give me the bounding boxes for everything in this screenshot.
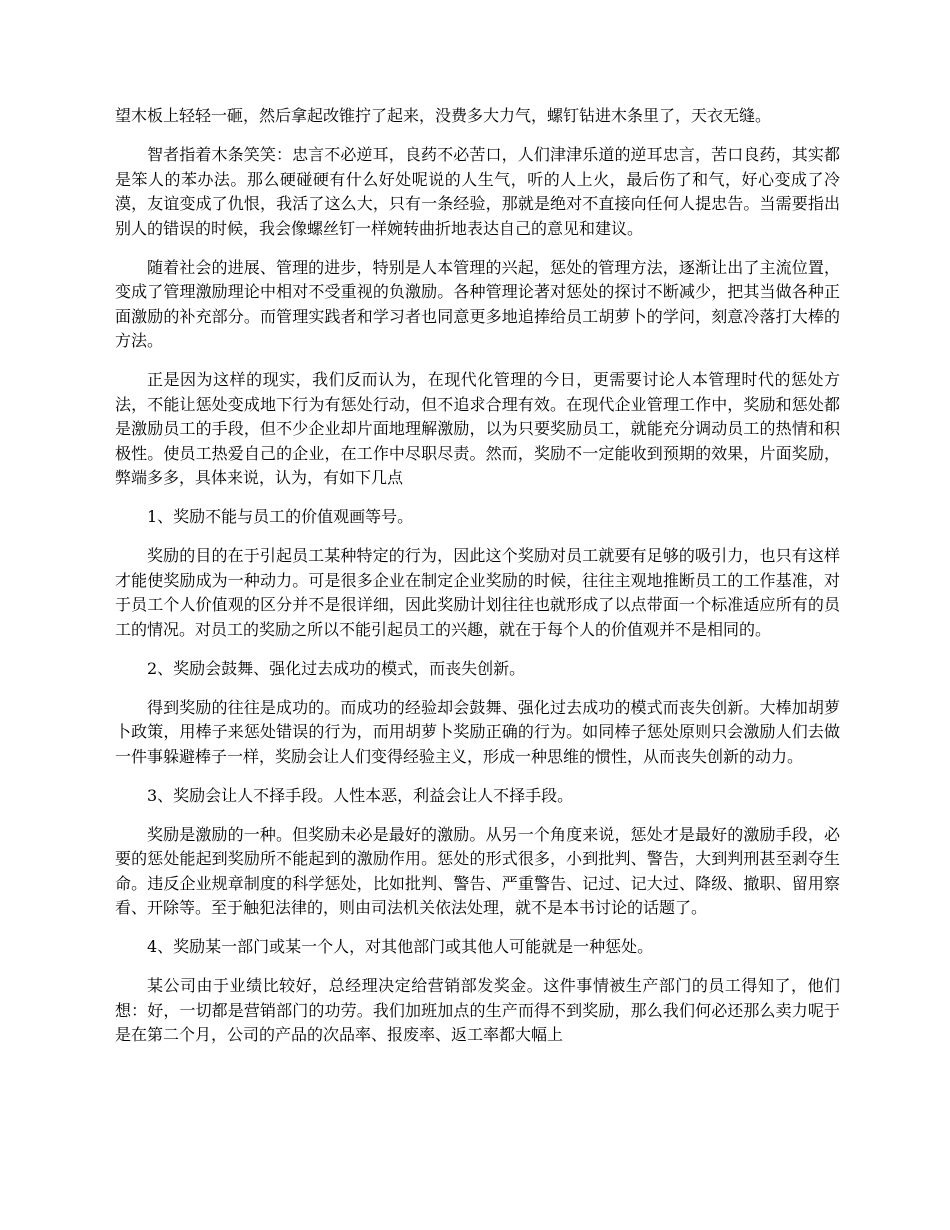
paragraph: 智者指着木条笑笑：忠言不必逆耳，良药不必苦口，人们津津乐道的逆耳忠言，苦口良药，其实都是笨人的苯办法。那么硬碰硬有什么好处呢说的人生气，听的人上火，最后伤了和气，好心变成了冷漠，友谊变成了仇恨，我活了这么大，只有一条经验，那就是绝对不直接向任何人提忠告。当需要指出别人的错误的时候，我会像螺丝钉一样婉转曲折地表达自己的意见和建议。 <box>115 145 840 238</box>
paragraph-continued: 望木板上轻轻一砸，然后拿起改锥拧了起来，没费多大力气，螺钉钻进木条里了，天衣无缝。 <box>115 106 772 125</box>
paragraph: 得到奖励的往往是成功的。而成功的经验却会鼓舞、强化过去成功的模式而丧失创新。大棒加胡萝卜政策，用棒子来惩处错误的行为，而用胡萝卜奖励正确的行为。如同棒子惩处原则只会激励人们去做一件事躲避棒子一样，奖励会让人们变得经验主义，形成一种思维的惯性，从而丧失创新的动力。 <box>115 697 840 766</box>
list-heading-3: 3、奖励会让人不择手段。人性本恶，利益会让人不择手段。 <box>147 785 574 805</box>
paragraph: 随着社会的进展、管理的进步，特别是人本管理的兴起，惩处的管理方法，逐渐让出了主流位置，变成了管理激励理论中相对不受重视的负激励。各种管理论著对惩处的探讨不断减少，把其当做各种正面激励的补充部分。而管理实践者和学习者也同意更多地追捧给员工胡萝卜的学问，刻意冷落打大棒的方法。 <box>115 257 840 350</box>
paragraph: 奖励的目的在于引起员工某种特定的行为，因此这个奖励对员工就要有足够的吸引力，也只有这样才能使奖励成为一种动力。可是很多企业在制定企业奖励的时候，往往主观地推断员工的工作基准，对于员工个人价值观的区分并不是很详细，因此奖励计划往往也就形成了以点带面一个标准适应所有的员工的情况。对员工的奖励之所以不能引起员工的兴趣，就在于每个人的价值观并不是相同的。 <box>115 546 840 639</box>
list-heading-1: 1、奖励不能与员工的价值观画等号。 <box>147 507 414 526</box>
list-heading-4: 4、奖励某一部门或某一个人，对其他部门或其他人可能就是一种惩处。 <box>147 937 654 956</box>
document-page <box>115 104 840 1062</box>
paragraph: 正是因为这样的现实，我们反而认为，在现代化管理的今日，更需要讨论人本管理时代的惩处方法，不能让惩处变成地下行为有惩处行动，但不追求合理有效。在现代企业管理工作中，奖励和惩处都是激励员工的手段，但不少企业却片面地理解激励，以为只要奖励员工，就能充分调动员工的热情和积极性。使员工热爱自己的企业，在工作中尽职尽责。然而，奖励不一定能收到预期的效果，片面奖励，弊端多多，具体来说，认为，有如下几点 <box>115 370 840 487</box>
paragraph: 某公司由于业绩比较好，总经理决定给营销部发奖金。这件事情被生产部门的员工得知了，他们想：好，一切都是营销部门的功劳。我们加班加点的生产而得不到奖励，那么我们何必还那么卖力呢于是在第二个月，公司的产品的次品率、报废率、返工率都大幅上 <box>115 976 840 1044</box>
list-heading-2: 2、奖励会鼓舞、强化过去成功的模式，而丧失创新。 <box>147 658 526 678</box>
paragraph: 奖励是激励的一种。但奖励未必是最好的激励。从另一个角度来说，惩处才是最好的激励手段，必要的惩处能起到奖励所不能起到的激励作用。惩处的形式很多，小到批判、警告，大到判刑甚至剥夺生命。违反企业规章制度的科学惩处，比如批判、警告、严重警告、记过、记大过、降级、撤职、留用察看、开除等。至于触犯法律的，则由司法机关依法处理，就不是本书讨论的话题了。 <box>115 824 840 917</box>
